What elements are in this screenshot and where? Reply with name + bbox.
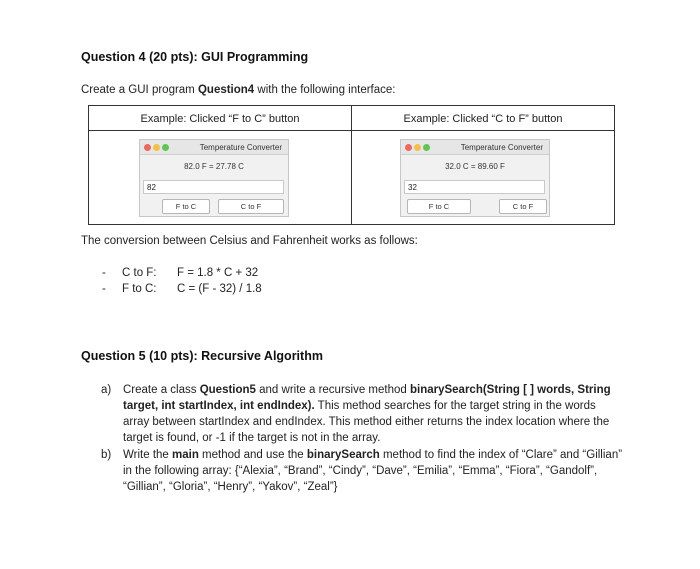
list-dash: - <box>102 283 106 295</box>
q5-list <box>101 382 623 495</box>
example-fc-header: Example: Clicked “F to C” button <box>89 106 351 131</box>
q4-heading: Question 4 (20 pts): GUI Programming <box>81 50 309 64</box>
example-fc-window <box>139 139 289 217</box>
minimize-dot-icon <box>153 144 160 151</box>
example-cf-result: 32.0 C = 89.60 F <box>445 162 505 171</box>
example-cf-window <box>400 139 550 217</box>
example-cf-title-bar <box>401 140 549 155</box>
q5-a-text-3: This method searches for the target string in the words array between startIndex and endIndex. This method either returns the index location where the target is found, or -1 if the target is not in the array. <box>123 400 610 444</box>
conversion-label: C to F: <box>122 267 157 279</box>
examples-table <box>88 105 615 225</box>
conversion-item <box>102 265 262 281</box>
example-fc-title-bar <box>140 140 288 155</box>
f-to-c-button[interactable]: F to C <box>407 199 471 214</box>
example-fc-column <box>89 106 352 224</box>
q4-intro-after: with the following interface: <box>254 84 396 96</box>
q5-item-b <box>101 447 623 495</box>
example-cf-header: Example: Clicked “C to F” button <box>352 106 614 131</box>
q4-intro <box>81 84 395 96</box>
example-cf-input[interactable]: 32 <box>404 180 545 194</box>
q5-a-class-name: Question5 <box>199 384 256 396</box>
q5-item-a-marker: a) <box>101 384 112 396</box>
example-cf-window-title: Temperature Converter <box>460 143 543 152</box>
conversion-item <box>102 281 262 297</box>
f-to-c-button[interactable]: F to C <box>162 199 210 214</box>
c-to-f-button[interactable]: C to F <box>218 199 284 214</box>
q5-b-text-1: Write the <box>123 449 172 461</box>
close-dot-icon <box>405 144 412 151</box>
q5-item-a <box>101 382 623 446</box>
q5-b-text-2: method and use the <box>198 449 307 461</box>
q5-a-text-1: Create a class <box>123 384 200 396</box>
q5-b-main: main <box>172 449 199 461</box>
example-fc-result: 82.0 F = 27.78 C <box>184 162 244 171</box>
close-dot-icon <box>144 144 151 151</box>
q4-intro-class-name: Question4 <box>197 84 255 96</box>
list-dash: - <box>102 267 106 279</box>
q4-intro-before: Create a GUI program <box>81 84 198 96</box>
q5-item-b-marker: b) <box>101 449 112 461</box>
conversion-label: F to C: <box>122 283 157 295</box>
example-cf-column <box>352 106 614 224</box>
minimize-dot-icon <box>414 144 421 151</box>
example-fc-window-title: Temperature Converter <box>199 143 282 152</box>
q5-heading: Question 5 (10 pts): Recursive Algorithm <box>81 349 323 363</box>
q5-b-text-3: method to find the index of “Clare” and “Gillian” in the following array: {“Alexia”, “Brand”, “Cindy”, “Dave”, “Emilia”, “Emma”, “Fiora”, “Gandolf”, “Gillian”, “Gloria”, “Henry”, “Yakov”, “Zeal”} <box>123 449 623 493</box>
q5-b-method-name: binarySearch <box>306 449 380 461</box>
example-fc-input[interactable]: 82 <box>143 180 284 194</box>
c-to-f-button[interactable]: C to F <box>499 199 547 214</box>
conversion-formula: F = 1.8 * C + 32 <box>177 267 259 279</box>
maximize-dot-icon <box>162 144 169 151</box>
maximize-dot-icon <box>423 144 430 151</box>
q5-a-method-signature: binarySearch(String [ ] words, String target, int startIndex, int endIndex). <box>123 384 611 412</box>
conversion-formula: C = (F - 32) / 1.8 <box>177 283 262 295</box>
conversion-list <box>102 265 262 297</box>
conversion-intro: The conversion between Celsius and Fahrenheit works as follows: <box>81 235 418 247</box>
q5-a-text-2: and write a recursive method <box>255 384 410 396</box>
